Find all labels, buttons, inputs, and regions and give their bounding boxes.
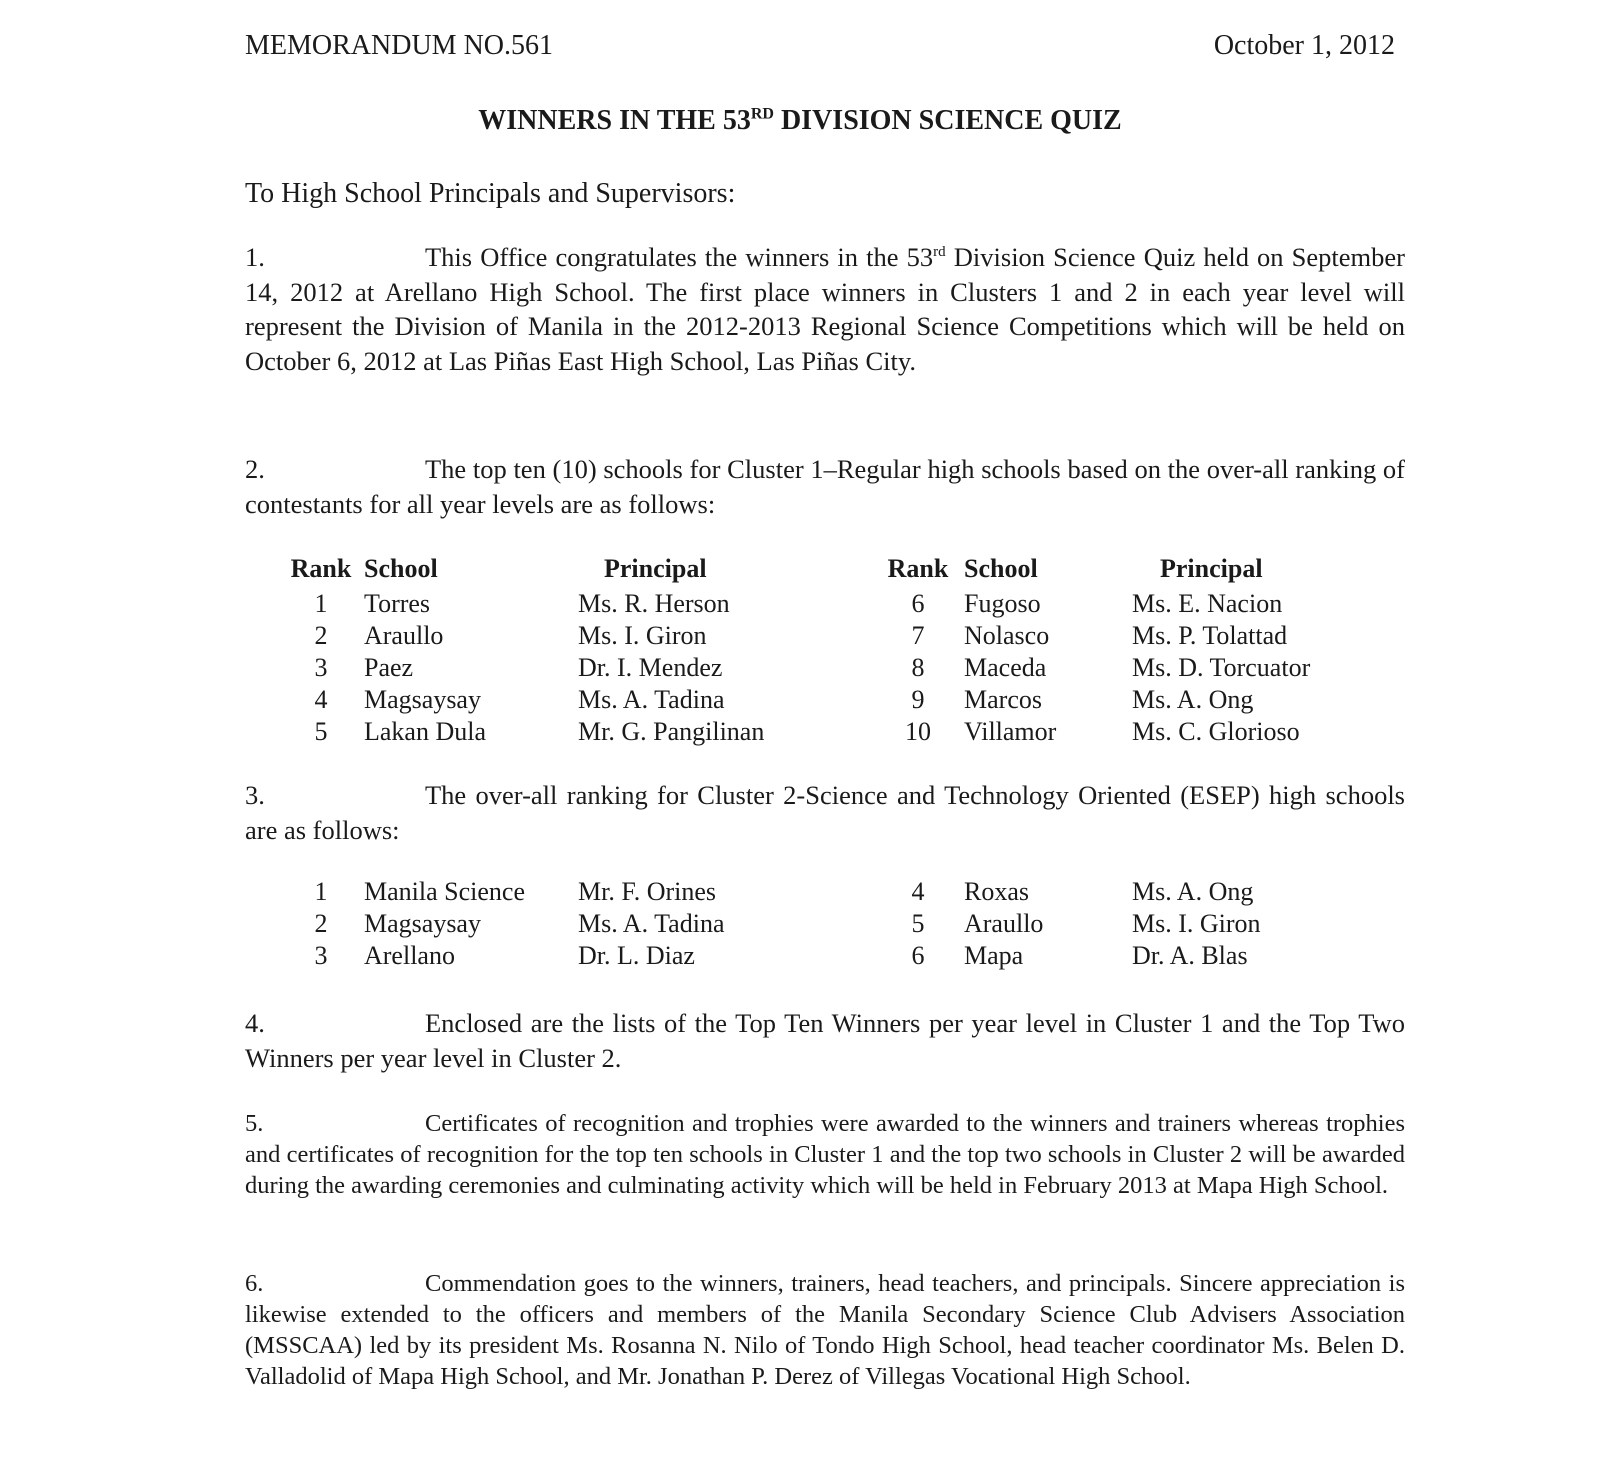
rank-cell: 7 — [911, 621, 925, 650]
paragraph-sup: rd — [933, 244, 946, 261]
table-row — [278, 652, 1342, 684]
table-row — [278, 716, 1342, 748]
rank-cell: 6 — [911, 941, 925, 970]
school-header: School — [364, 554, 438, 583]
school-cell: Maceda — [964, 653, 1047, 682]
paragraph-text: The over-all ranking for Cluster 2-Science and Technology Oriented (ESEP) high schools are as follows: — [245, 780, 1405, 845]
paragraph-text: The top ten (10) schools for Cluster 1–Regular high schools based on the over-all ranking of contestants for all year levels are as follows: — [245, 454, 1405, 519]
principal-cell: Ms. I. Giron — [1132, 909, 1261, 938]
principal-cell: Dr. L. Diaz — [578, 941, 695, 970]
table-row — [278, 620, 1342, 652]
principal-cell: Mr. G. Pangilinan — [578, 717, 765, 746]
paragraph-text: Certificates of recognition and trophies were awarded to the winners and trainers whereas trophies and certificates of recognition for the top ten schools in Cluster 1 and the top two schools in Cluster 2 will be awarded during the awarding ceremonies and culminating activity which will be held in February 2013 at Mapa High School. — [245, 1110, 1405, 1199]
paragraph-2 — [245, 452, 1405, 521]
rank-cell: 9 — [911, 685, 925, 714]
paragraph-number: 2. — [245, 454, 265, 484]
principal-cell: Ms. A. Tadina — [578, 685, 725, 714]
paragraph-text: Enclosed are the lists of the Top Ten Winners per year level in Cluster 1 and the Top Two Winners per year level in Cluster 2. — [245, 1008, 1405, 1073]
cluster1-ranking-table — [278, 550, 1342, 748]
school-cell: Marcos — [964, 685, 1042, 714]
rank-cell: 4 — [911, 877, 925, 906]
table-row — [278, 908, 1342, 940]
rank-cell: 10 — [905, 717, 931, 746]
cluster2-ranking-table — [278, 876, 1342, 972]
paragraph-number: 5. — [245, 1110, 264, 1137]
rank-cell: 8 — [911, 653, 925, 682]
table-row — [278, 876, 1342, 908]
paragraph-3 — [245, 778, 1405, 847]
rank-header: Rank — [290, 554, 352, 583]
principal-cell: Dr. I. Mendez — [578, 653, 723, 682]
table-header-row — [278, 550, 1342, 588]
memo-number: MEMORANDUM NO.561 — [245, 30, 554, 61]
rank-cell: 5 — [314, 717, 328, 746]
principal-header: Principal — [604, 554, 707, 583]
table-row — [278, 684, 1342, 716]
school-cell: Nolasco — [964, 621, 1050, 650]
memo-date: October 1, 2012 — [1213, 30, 1395, 61]
rank-cell: 6 — [911, 589, 925, 618]
paragraph-1 — [245, 240, 1405, 378]
paragraph-text: Commendation goes to the winners, trainers, head teachers, and principals. Sincere appreciation is likewise extended to the officers and members of the Manila Secondary Science Club Advisers Association (MSSCAA) led by its president Ms. Rosanna N. Nilo of Tondo High School, head teacher coordinator Ms. Belen D. Valladolid of Mapa High School, and Mr. Jonathan P. Derez of Villegas Vocational High School. — [245, 1270, 1405, 1390]
rank-cell: 5 — [911, 909, 925, 938]
school-cell: Arellano — [364, 941, 455, 970]
principal-cell: Ms. A. Tadina — [578, 909, 725, 938]
rank-cell: 2 — [314, 621, 328, 650]
title-post: DIVISION SCIENCE QUIZ — [773, 105, 1122, 136]
school-cell: Fugoso — [964, 589, 1041, 618]
paragraph-5 — [245, 1108, 1405, 1201]
rank-cell: 2 — [314, 909, 328, 938]
school-cell: Torres — [364, 589, 431, 618]
table-row — [278, 588, 1342, 620]
title-sup: RD — [750, 105, 774, 123]
school-cell: Paez — [364, 653, 414, 682]
rank-cell: 4 — [314, 685, 328, 714]
paragraph-number: 6. — [245, 1270, 264, 1297]
principal-cell: Ms. A. Ong — [1132, 685, 1254, 714]
paragraph-text-cont: Division Science Quiz held on September 14, 2012 at Arellano High School. The first place winners in Clusters 1 and 2 in each year level will represent the Division of Manila in the 2012-2013 Regional Science Competitions which will be held on October 6, 2012 at Las Piñas East High School, Las Piñas City. — [245, 242, 1405, 376]
principal-cell: Ms. A. Ong — [1132, 877, 1254, 906]
paragraph-text: This Office congratulates the winners in the 53 — [425, 242, 934, 272]
rank-cell: 3 — [314, 941, 328, 970]
paragraph-number: 4. — [245, 1008, 265, 1038]
rank-cell: 1 — [314, 589, 328, 618]
principal-cell: Mr. F. Orines — [578, 877, 717, 906]
paragraph-number: 1. — [245, 242, 265, 272]
rank-cell: 1 — [314, 877, 328, 906]
school-header: School — [964, 554, 1038, 583]
school-cell: Araullo — [964, 909, 1044, 938]
rank-header: Rank — [887, 554, 949, 583]
principal-cell: Ms. D. Torcuator — [1132, 653, 1311, 682]
table-row — [278, 940, 1342, 972]
school-cell: Lakan Dula — [364, 717, 487, 746]
school-cell: Mapa — [964, 941, 1024, 970]
principal-cell: Ms. C. Glorioso — [1132, 717, 1300, 746]
principal-cell: Ms. I. Giron — [578, 621, 707, 650]
principal-header: Principal — [1160, 554, 1263, 583]
paragraph-number: 3. — [245, 780, 265, 810]
title-pre: WINNERS IN THE 53 — [478, 105, 751, 136]
school-cell: Manila Science — [364, 877, 525, 906]
salutation: To High School Principals and Supervisors: — [245, 178, 736, 209]
school-cell: Villamor — [964, 717, 1057, 746]
paragraph-4 — [245, 1006, 1405, 1075]
principal-cell: Dr. A. Blas — [1132, 941, 1248, 970]
principal-cell: Ms. R. Herson — [578, 589, 730, 618]
principal-cell: Ms. P. Tolattad — [1132, 621, 1288, 650]
school-cell: Magsaysay — [364, 685, 481, 714]
school-cell: Araullo — [364, 621, 444, 650]
rank-cell: 3 — [314, 653, 328, 682]
memo-title — [0, 105, 1600, 137]
school-cell: Roxas — [964, 877, 1029, 906]
paragraph-6 — [245, 1268, 1405, 1392]
school-cell: Magsaysay — [364, 909, 481, 938]
principal-cell: Ms. E. Nacion — [1132, 589, 1283, 618]
